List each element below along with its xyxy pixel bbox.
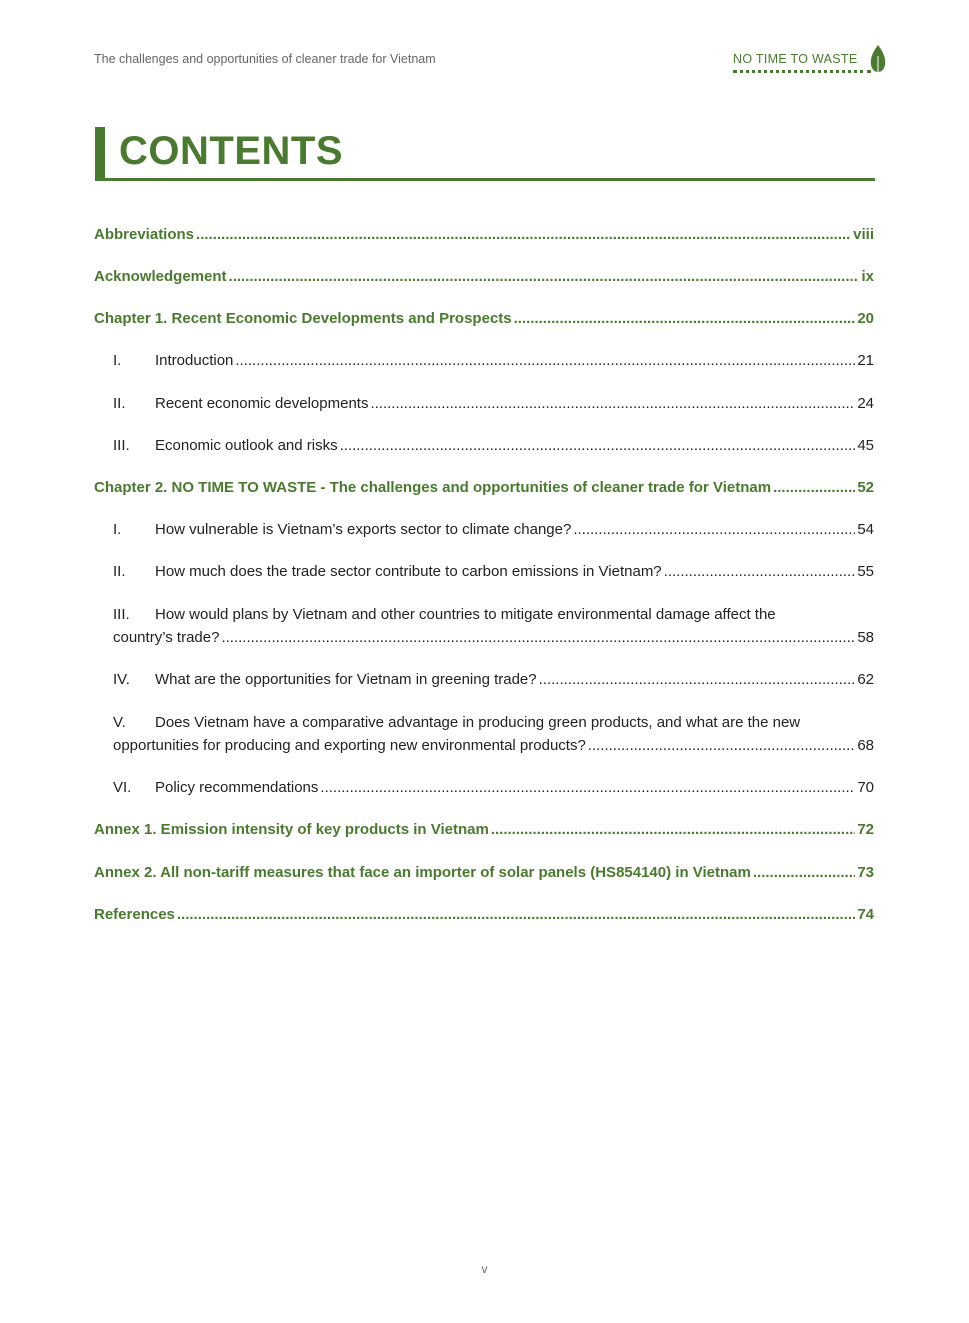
toc-entry-number: IV. bbox=[113, 671, 130, 688]
toc-entry-acknowledgement[interactable] bbox=[94, 268, 874, 285]
toc-leader bbox=[491, 821, 855, 838]
toc-entry-label: How would plans by Vietnam and other countries to mitigate environmental damage affect the bbox=[155, 606, 776, 623]
toc-entry-ch2-mitigation-line2[interactable] bbox=[94, 629, 874, 646]
toc-entry-page: 52 bbox=[857, 479, 874, 496]
toc-entry-annex-2[interactable] bbox=[94, 864, 874, 881]
toc-leader bbox=[573, 521, 855, 538]
toc-leader bbox=[588, 737, 856, 754]
toc-entry-label: What are the opportunities for Vietnam in greening trade? bbox=[155, 671, 537, 688]
toc-entry-page: 24 bbox=[857, 395, 874, 412]
toc-leader bbox=[539, 671, 856, 688]
toc-entry-number: V. bbox=[113, 714, 126, 731]
toc-leader bbox=[370, 395, 855, 412]
toc-entry-number: III. bbox=[113, 437, 130, 454]
running-header-title: The challenges and opportunities of cleaner trade for Vietnam bbox=[94, 52, 436, 66]
toc-entry-references[interactable] bbox=[94, 906, 874, 923]
toc-leader bbox=[177, 906, 855, 923]
toc-entry-label: Recent economic developments bbox=[155, 395, 369, 412]
toc-leader bbox=[773, 479, 855, 496]
toc-leader bbox=[221, 629, 855, 646]
toc-entry-label: Annex 1. Emission intensity of key products in Vietnam bbox=[94, 821, 489, 838]
toc-entry-ch1-recent-developments[interactable] bbox=[94, 395, 874, 412]
toc-entry-number: II. bbox=[113, 395, 126, 412]
toc-leader bbox=[753, 864, 855, 881]
page-title: CONTENTS bbox=[119, 129, 343, 173]
toc-entry-annex-1[interactable] bbox=[94, 821, 874, 838]
toc-entry-chapter-1[interactable] bbox=[94, 310, 874, 327]
series-label-underline bbox=[733, 70, 871, 73]
toc-entry-page: 70 bbox=[857, 779, 874, 796]
toc-entry-page: 20 bbox=[857, 310, 874, 327]
toc-entry-label: Abbreviations bbox=[94, 226, 195, 243]
title-accent-bar bbox=[95, 127, 105, 181]
toc-entry-page: 54 bbox=[857, 521, 874, 538]
toc-leader bbox=[340, 437, 856, 454]
toc-entry-label: Does Vietnam have a comparative advantage in producing green products, and what are the new bbox=[155, 714, 801, 731]
toc-entry-label: Chapter 2. NO TIME TO WASTE - The challenges and opportunities of cleaner trade for Vietnam bbox=[94, 479, 772, 496]
toc-entry-label: Policy recommendations bbox=[155, 779, 319, 796]
toc-leader bbox=[229, 268, 860, 285]
toc-entry-label: Chapter 1. Recent Economic Developments and Prospects bbox=[94, 310, 512, 327]
toc-entry-ch1-outlook[interactable] bbox=[94, 437, 874, 454]
title-rule bbox=[95, 178, 875, 181]
toc-entry-label: Introduction bbox=[155, 352, 234, 369]
toc-entry-abbreviations[interactable] bbox=[94, 226, 874, 243]
toc-entry-ch2-comparative-line1[interactable] bbox=[94, 714, 874, 731]
toc-entry-label: References bbox=[94, 906, 175, 923]
toc-entry-page: 62 bbox=[857, 671, 874, 688]
toc-entry-page: 58 bbox=[857, 629, 874, 646]
toc-entry-page: 21 bbox=[857, 352, 874, 369]
toc-entry-page: 72 bbox=[857, 821, 874, 838]
toc-entry-ch2-emissions[interactable] bbox=[94, 563, 874, 580]
toc-leader bbox=[235, 352, 855, 369]
toc-entry-number: VI. bbox=[113, 779, 132, 796]
toc-entry-page: ix bbox=[861, 268, 874, 285]
toc-entry-label: Acknowledgement bbox=[94, 268, 227, 285]
toc-entry-number: I. bbox=[113, 521, 122, 538]
toc-entry-chapter-2[interactable] bbox=[94, 479, 874, 496]
toc-leader bbox=[196, 226, 851, 243]
toc-entry-label: How vulnerable is Vietnam’s exports sector to climate change? bbox=[155, 521, 572, 538]
toc-entry-number: III. bbox=[113, 606, 130, 623]
toc-entry-label: opportunities for producing and exporting new environmental products? bbox=[113, 737, 586, 754]
toc-entry-label: country’s trade? bbox=[113, 629, 220, 646]
toc-entry-ch1-introduction[interactable] bbox=[94, 352, 874, 369]
page-number: v bbox=[481, 1262, 488, 1276]
series-label bbox=[733, 52, 873, 66]
toc-entry-page: 45 bbox=[857, 437, 874, 454]
toc-entry-ch2-vulnerability[interactable] bbox=[94, 521, 874, 538]
toc-entry-page: 55 bbox=[857, 563, 874, 580]
toc-entry-ch2-opportunities[interactable] bbox=[94, 671, 874, 688]
toc-entry-label: Annex 2. All non-tariff measures that face an importer of solar panels (HS854140) in Vietnam bbox=[94, 864, 751, 881]
toc-entry-page: 73 bbox=[857, 864, 874, 881]
toc-leader bbox=[664, 563, 856, 580]
toc-entry-page: viii bbox=[853, 226, 874, 243]
toc-entry-page: 74 bbox=[857, 906, 874, 923]
toc-entry-ch2-mitigation-line1[interactable] bbox=[94, 606, 874, 623]
toc-entry-number: II. bbox=[113, 563, 126, 580]
leaf-icon bbox=[869, 44, 887, 74]
toc-leader bbox=[320, 779, 855, 796]
toc-entry-ch2-policy[interactable] bbox=[94, 779, 874, 796]
toc-entry-label: Economic outlook and risks bbox=[155, 437, 338, 454]
toc-leader bbox=[514, 310, 856, 327]
toc-entry-label: How much does the trade sector contribute to carbon emissions in Vietnam? bbox=[155, 563, 662, 580]
toc-entry-ch2-comparative-line2[interactable] bbox=[94, 737, 874, 754]
series-label-text: NO TIME TO WASTE bbox=[733, 52, 858, 66]
toc-entry-number: I. bbox=[113, 352, 122, 369]
toc-entry-page: 68 bbox=[857, 737, 874, 754]
